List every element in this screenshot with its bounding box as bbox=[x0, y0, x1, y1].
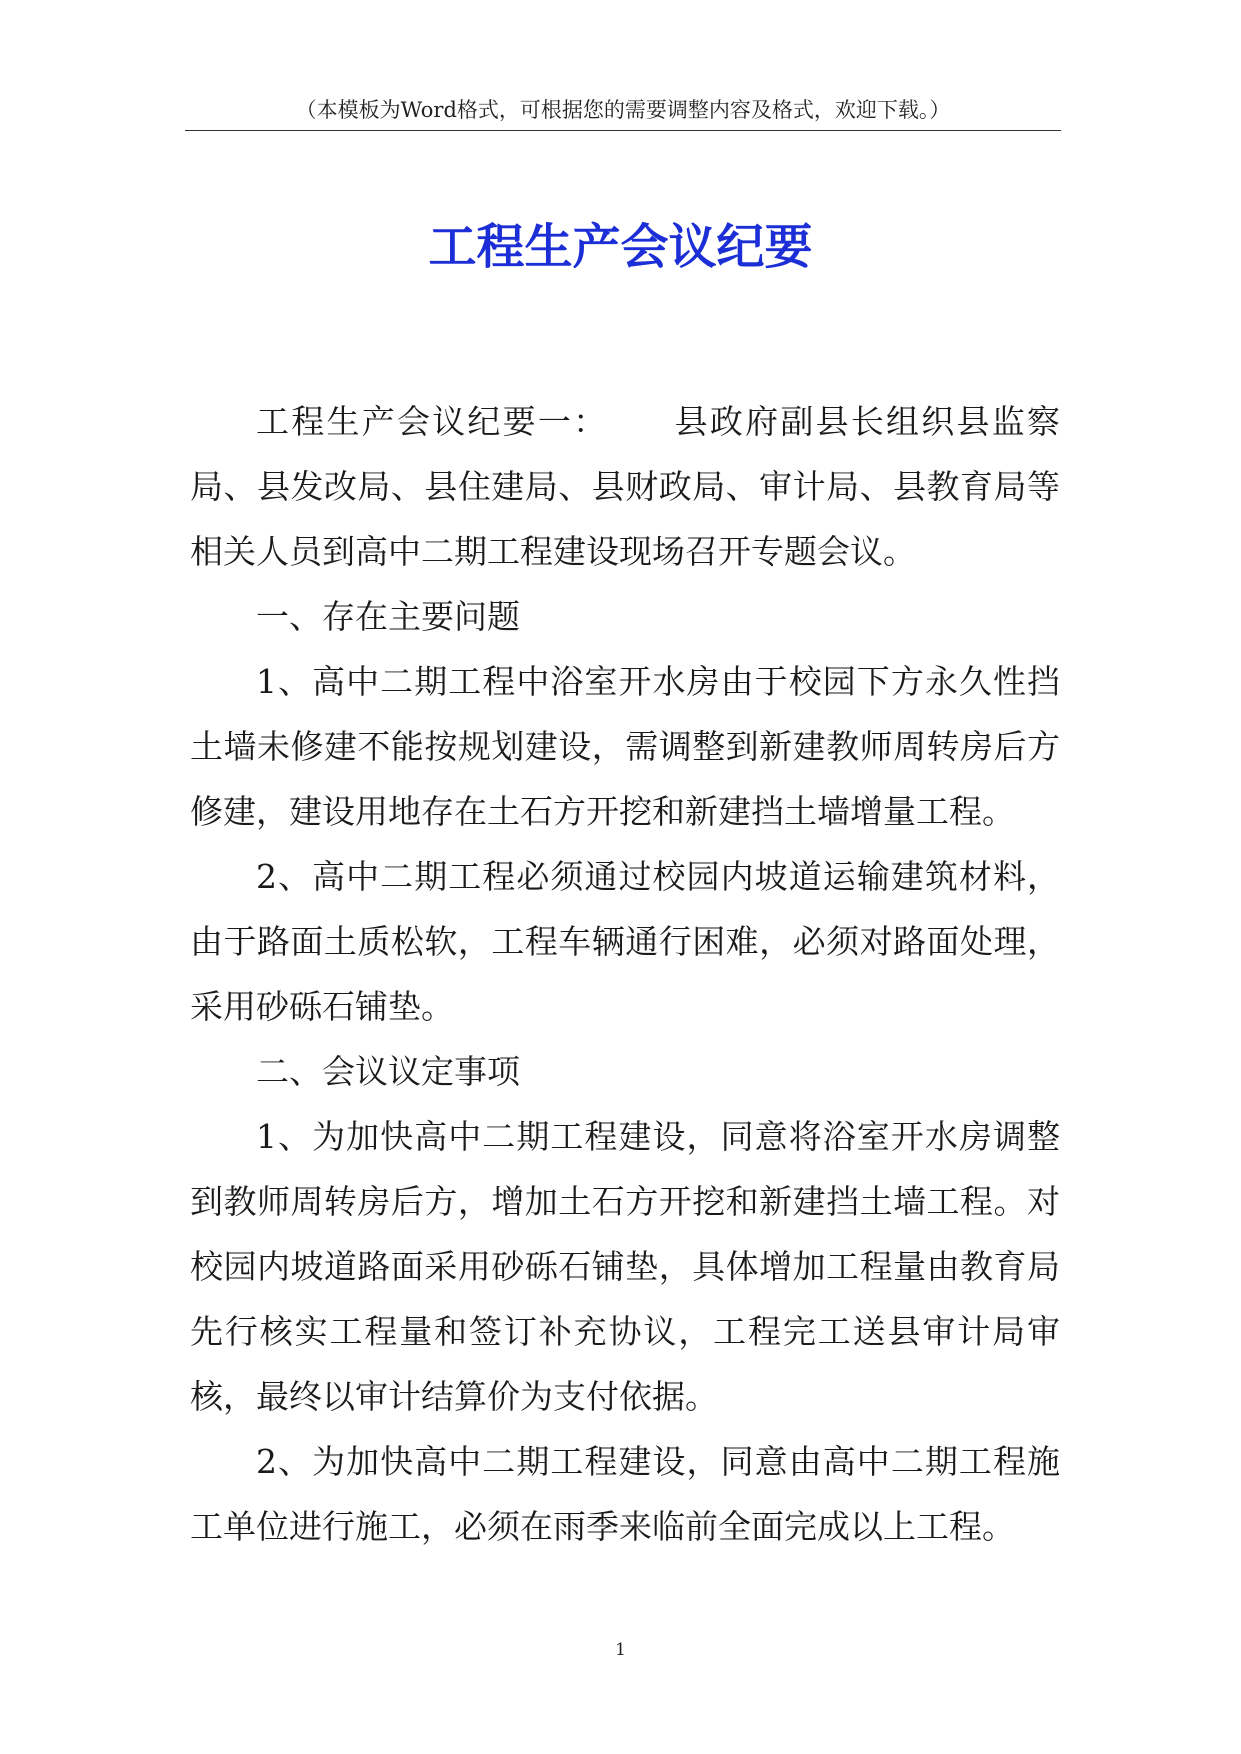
section-one-item-1: 1、高中二期工程中浴室开水房由于校园下方永久性挡土墙未修建不能按规划建设，需调整到新建教师周转房后方修建，建设用地存在土石方开挖和新建挡土墙增量工程。 bbox=[190, 662, 1060, 831]
intro-lead: 工程生产会议纪要一： bbox=[256, 402, 609, 441]
intro-paragraph bbox=[190, 389, 1060, 584]
section-one-item-2: 2、高中二期工程必须通过校园内坡道运输建筑材料，由于路面土质松软，工程车辆通行困难，必须对路面处理，采用砂砾石铺垫。 bbox=[190, 857, 1060, 1026]
section-two-item-2: 2、为加快高中二期工程建设，同意由高中二期工程施工单位进行施工，必须在雨季来临前全面完成以上工程。 bbox=[190, 1442, 1060, 1546]
template-note-header: （本模板为Word格式，可根据您的需要调整内容及格式，欢迎下载。） bbox=[295, 98, 951, 122]
page-number: 1 bbox=[615, 1640, 626, 1660]
document-title: 工程生产会议纪要 bbox=[428, 219, 813, 275]
section-two-item-1: 1、为加快高中二期工程建设，同意将浴室开水房调整到教师周转房后方，增加土石方开挖和新建挡土墙工程。对校园内坡道路面采用砂砾石铺垫，具体增加工程量由教育局先行核实工程量和签订补充协议，工程完工送县审计局审核，最终以审计结算价为支付依据。 bbox=[190, 1117, 1060, 1416]
section-two-heading: 二、会议议定事项 bbox=[256, 1052, 520, 1091]
intro-text: 县政府副县长组织县监察局、县发改局、县住建局、县财政局、审计局、县教育局等相关人员到高中二期工程建设现场召开专题会议。 bbox=[190, 402, 1061, 571]
section-one-heading: 一、存在主要问题 bbox=[256, 597, 520, 636]
header-divider bbox=[185, 130, 1061, 131]
document-body bbox=[190, 389, 1060, 1559]
